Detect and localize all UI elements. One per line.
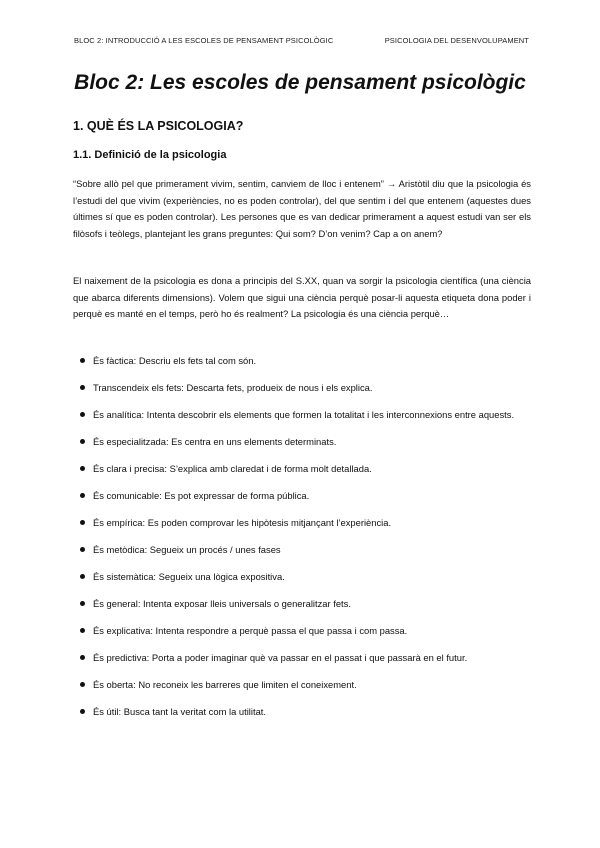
bullet-dot	[80, 574, 85, 579]
list-item	[73, 622, 531, 640]
list-item-text: És útil: Busca tant la veritat com la utilitat.	[93, 706, 266, 717]
list-item-text: És comunicable: Es pot expressar de forma pública.	[93, 490, 310, 501]
list-item-text: És metòdica: Segueix un procés / unes fases	[93, 544, 281, 555]
bullet-dot	[80, 709, 85, 714]
list-item-text: És oberta: No reconeix les barreres que limiten el coneixement.	[93, 679, 357, 690]
list-item	[73, 541, 531, 559]
section-heading: 1. QUÈ ÉS LA PSICOLOGIA?	[73, 119, 244, 133]
paragraph-aristotle: “Sobre allò pel que primerament vivim, sentim, canviem de lloc i entenem” → Aristòtil diu que la psicologia és l’estudi del que vivim (experiències, no es poden controlar), del que sentim i del que entenem (aquestes dues últimes sí que es poden controlar). Les persones que es van dedicar primerament a aquest estudi van ser els filòsofs i teòlegs, plantejant les grans preguntes: Qui som? D’on venim? Cap a on anem?	[73, 178, 531, 239]
list-item	[73, 595, 531, 613]
list-item	[73, 487, 531, 505]
subsection-heading: 1.1. Definició de la psicologia	[73, 149, 227, 161]
bullet-dot	[80, 682, 85, 687]
list-item	[73, 676, 531, 694]
bullet-list	[73, 352, 531, 730]
bullet-dot	[80, 439, 85, 444]
list-item	[73, 379, 531, 397]
bullet-dot	[80, 385, 85, 390]
bullet-dot	[80, 493, 85, 498]
list-item-text: És clara i precisa: S’explica amb claredat i de forma molt detallada.	[93, 463, 372, 474]
list-item	[73, 514, 531, 532]
list-item	[73, 433, 531, 451]
list-item-text: És fàctica: Descriu els fets tal com són.	[93, 355, 257, 366]
bullet-dot	[80, 466, 85, 471]
page-title: Bloc 2: Les escoles de pensament psicològic	[74, 71, 526, 94]
header-right: PSICOLOGIA DEL DESENVOLUPAMENT	[384, 36, 529, 45]
list-item-text: És predictiva: Porta a poder imaginar què va passar en el passat i que passarà en el futur.	[93, 652, 468, 663]
list-item	[73, 352, 531, 370]
list-item-text: Transcendeix els fets: Descarta fets, produeix de nous i els explica.	[93, 382, 373, 393]
list-item-text: És sistemàtica: Segueix una lògica expositiva.	[93, 571, 285, 582]
list-item-text: És general: Intenta exposar lleis universals o generalitzar fets.	[93, 598, 351, 609]
bullet-dot	[80, 655, 85, 660]
list-item	[73, 703, 531, 721]
list-item	[73, 460, 531, 478]
bullet-dot	[80, 628, 85, 633]
header-left: BLOC 2: INTRODUCCIÓ A LES ESCOLES DE PENSAMENT PSICOLÒGIC	[74, 36, 334, 45]
list-item	[73, 568, 531, 586]
bullet-dot	[80, 520, 85, 525]
list-item	[73, 649, 531, 667]
bullet-dot	[80, 547, 85, 552]
list-item-text: És especialitzada: Es centra en uns elements determinats.	[93, 436, 337, 447]
bullet-dot	[80, 412, 85, 417]
list-item-text: És explicativa: Intenta respondre a perquè passa el que passa i com passa.	[93, 625, 408, 636]
list-item-text: És analítica: Intenta descobrir els elements que formen la totalitat i les interconnexions entre aquests.	[93, 409, 515, 420]
bullet-dot	[80, 358, 85, 363]
list-item	[73, 406, 531, 424]
page-header	[74, 36, 529, 45]
list-item-text: És empírica: Es poden comprovar les hipòtesis mitjançant l’experiència.	[93, 517, 392, 528]
paragraph-origins: El naixement de la psicologia es dona a principis del S.XX, quan va sorgir la psicologia científica (una ciència que abarca diferents dimensions). Volem que sigui una ciència perquè posar-li aquesta etiqueta dona poder i perquè es manté en el temps, però ho és realment? La psicologia és una ciència perquè…	[73, 275, 531, 319]
bullet-dot	[80, 601, 85, 606]
